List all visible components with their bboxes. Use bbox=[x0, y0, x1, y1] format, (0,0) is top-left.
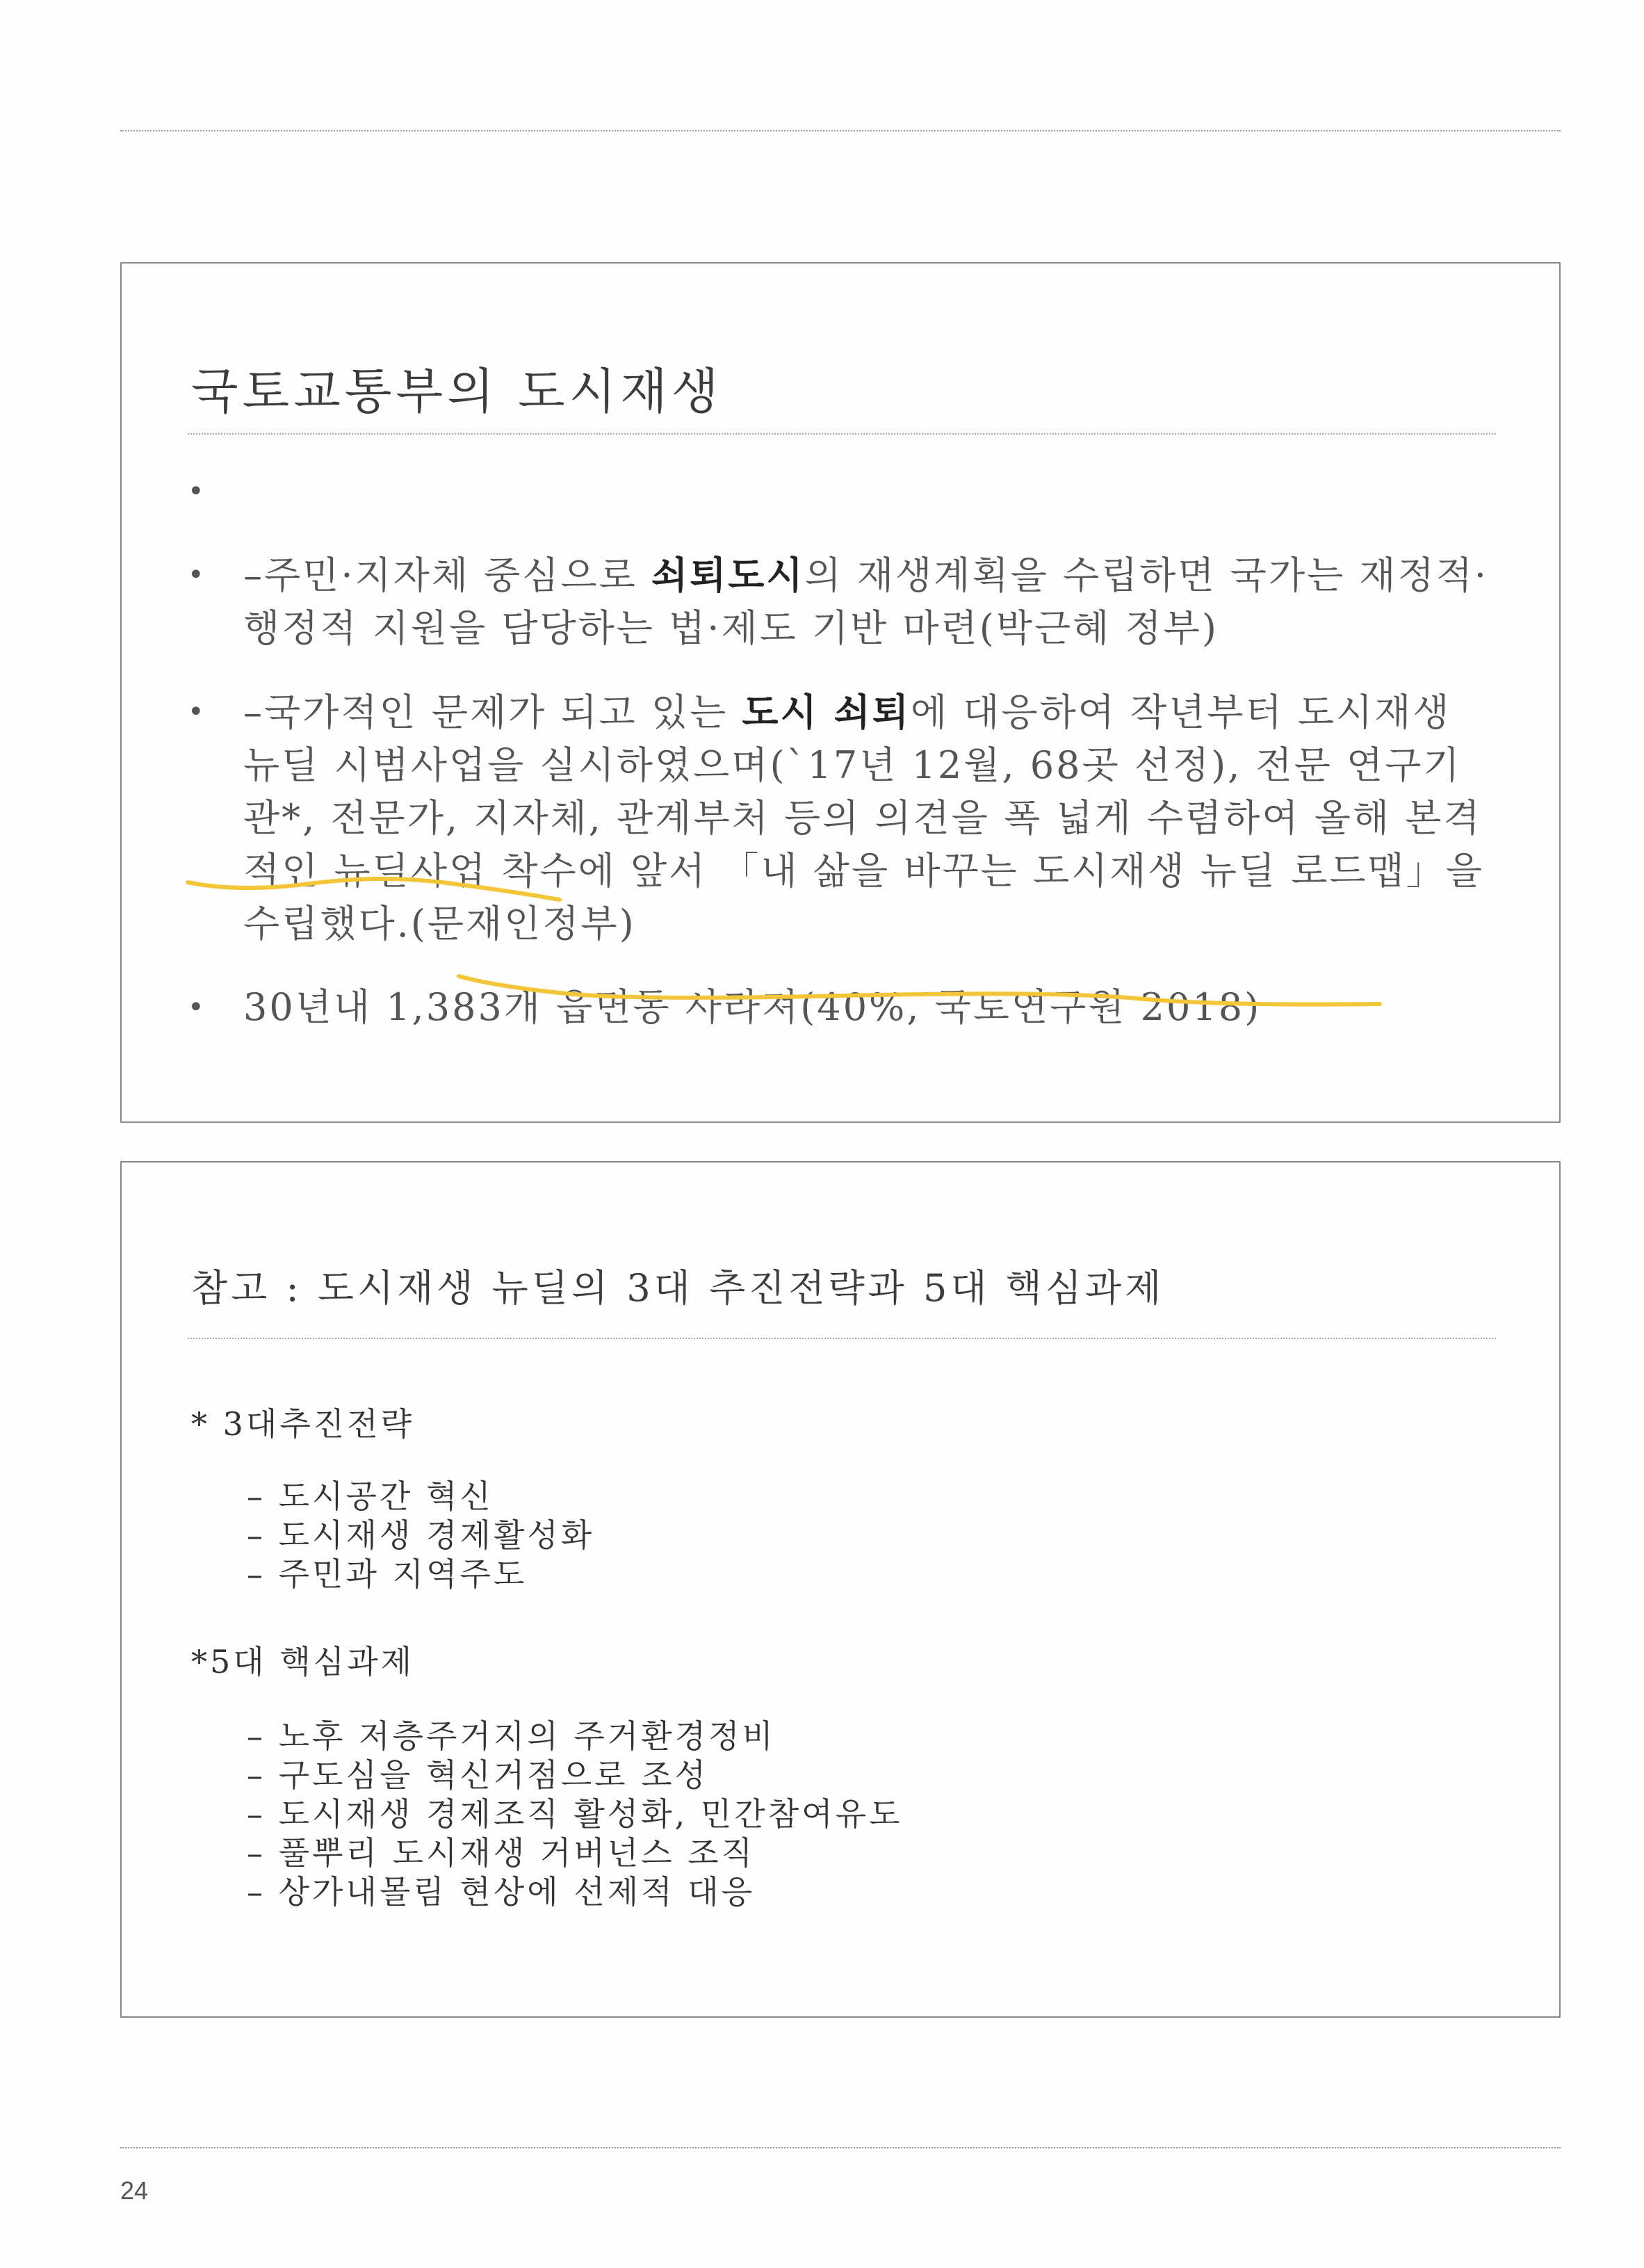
list-item: – 도시재생 경제조직 활성화, 민간참여유도 bbox=[247, 1795, 903, 1833]
tasks-list bbox=[247, 1717, 903, 1911]
tasks-heading: *5대 핵심과제 bbox=[191, 1643, 415, 1680]
bold-keyword: 도시 쇠퇴 bbox=[742, 690, 911, 734]
list-item: – 도시재생 경제활성화 bbox=[247, 1516, 595, 1554]
page-number: 24 bbox=[120, 2176, 149, 2205]
list-item: – 노후 저층주거지의 주거환경정비 bbox=[247, 1717, 776, 1755]
bullet-dot: • bbox=[188, 991, 204, 1023]
list-item: – 도시공간 혁신 bbox=[247, 1477, 494, 1515]
slide1-title-rule bbox=[188, 433, 1496, 435]
list-item: – 구도심을 혁신거점으로 조성 bbox=[247, 1756, 709, 1794]
slide-reference-strategies bbox=[120, 1161, 1561, 2018]
bold-keyword: 쇠퇴도시 bbox=[651, 553, 805, 597]
slide-urban-regeneration bbox=[120, 262, 1561, 1123]
strategies-list bbox=[247, 1477, 594, 1594]
bullet-dot: • bbox=[188, 559, 204, 591]
list-item: – 상가내몰림 현상에 선제적 대응 bbox=[247, 1873, 756, 1911]
slide2-title-rule bbox=[188, 1338, 1496, 1339]
bullet-item bbox=[188, 981, 1495, 1034]
bullet-dot: • bbox=[188, 476, 204, 508]
strategies-heading: * 3대추진전략 bbox=[191, 1405, 415, 1443]
bullet-text: –국가적인 문제가 되고 있는 도시 쇠퇴에 대응하여 작년부터 도시재생 뉴딜 시범사업을 실시하였으며(`17년 12월, 68곳 선정), 전문 연구기관*, 전문가, 지자체, 관계부처 등의 의견을 폭 넓게 수렴하여 올해 본격적인 뉴딜사업 착수에 앞서 「내 삶을 바꾸는 도시재생 뉴딜 로드맵」을 수립했다.(문재인정부) bbox=[243, 690, 1484, 946]
bullet-text: –주민·지자체 중심으로 쇠퇴도시의 재생계획을 수립하면 국가는 재정적·행정적 지원을 담당하는 법·제도 기반 마련(박근혜 정부) bbox=[243, 553, 1489, 650]
top-rule bbox=[120, 130, 1561, 131]
slide2-title: 참고 : 도시재생 뉴딜의 3대 추진전략과 5대 핵심과제 bbox=[191, 1266, 1165, 1310]
bullet-item bbox=[188, 549, 1495, 655]
bullet-dot: • bbox=[188, 696, 204, 728]
slide1-bullet-list bbox=[188, 465, 1495, 1064]
bullet-text: 30년내 1,383개 읍면동 사라져(40%, 국토연구원 2018) bbox=[243, 985, 1262, 1029]
bullet-item bbox=[188, 686, 1495, 950]
list-item: – 주민과 지역주도 bbox=[247, 1555, 528, 1593]
slide1-title: 국토교통부의 도시재생 bbox=[191, 363, 723, 420]
list-item: – 풀뿌리 도시재생 거버넌스 조직 bbox=[247, 1834, 756, 1872]
bottom-rule bbox=[120, 2147, 1561, 2148]
bullet-item bbox=[188, 465, 1495, 518]
